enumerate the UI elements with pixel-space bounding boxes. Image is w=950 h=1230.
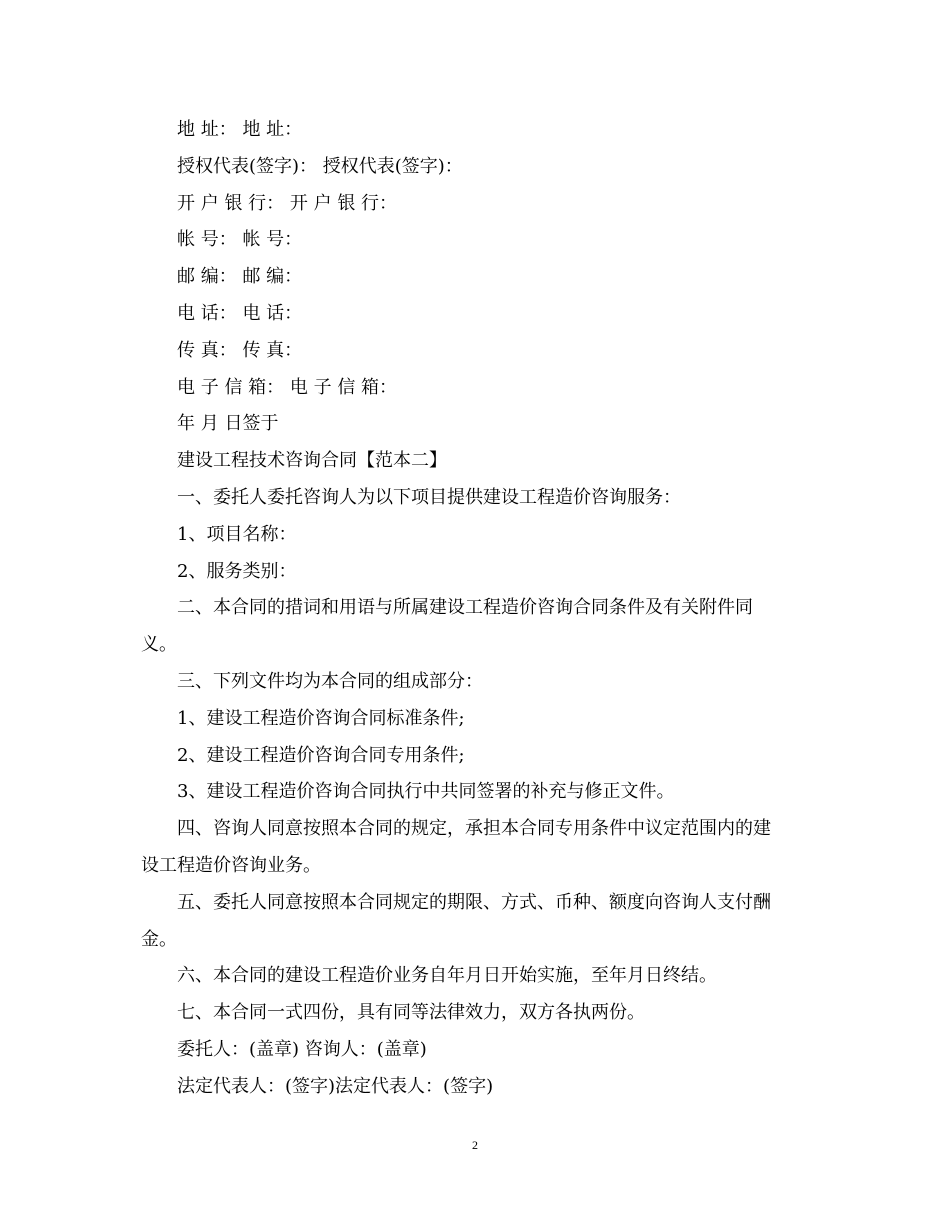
text-line: 帐 号： 帐 号： bbox=[177, 229, 303, 251]
section-title: 建设工程技术咨询合同【范本二】 bbox=[177, 450, 447, 472]
text-line: 地 址： 地 址： bbox=[177, 119, 303, 140]
text-line: 电 子 信 箱： 电 子 信 箱： bbox=[177, 376, 398, 398]
text-line: 邮 编： 邮 编： bbox=[177, 266, 303, 288]
text-line: 三、下列文件均为本合同的组成部分： bbox=[177, 670, 483, 692]
text-line: 传 真： 传 真： bbox=[177, 339, 303, 361]
page-number: 2 bbox=[472, 1138, 478, 1152]
text-line: 2、建设工程造价咨询合同专用条件; bbox=[177, 744, 465, 766]
text-line: 义。 bbox=[141, 634, 177, 656]
text-line: 2、服务类别： bbox=[177, 560, 297, 582]
text-line: 设工程造价咨询业务。 bbox=[141, 854, 321, 876]
text-line: 金。 bbox=[141, 928, 177, 950]
text-line: 六、本合同的建设工程造价业务自年月日开始实施，至年月日终结。 bbox=[177, 965, 717, 987]
text-line: 开 户 银 行： 开 户 银 行： bbox=[177, 192, 398, 214]
text-line: 委托人：(盖章) 咨询人：(盖章) bbox=[177, 1038, 427, 1060]
text-line: 二、本合同的措词和用语与所属建设工程造价咨询合同条件及有关附件同 bbox=[177, 597, 753, 619]
text-line: 授权代表(签字)： 授权代表(签字)： bbox=[177, 155, 463, 177]
text-line: 七、本合同一式四份，具有同等法律效力，双方各执两份。 bbox=[177, 1002, 645, 1024]
text-line: 年 月 日签于 bbox=[177, 413, 279, 435]
text-line: 四、咨询人同意按照本合同的规定，承担本合同专用条件中议定范围内的建 bbox=[177, 818, 771, 840]
text-line: 3、建设工程造价咨询合同执行中共同签署的补充与修正文件。 bbox=[177, 781, 675, 803]
text-line: 1、建设工程造价咨询合同标准条件; bbox=[177, 707, 465, 729]
document-body bbox=[141, 112, 807, 1106]
text-line: 1、项目名称： bbox=[177, 523, 297, 545]
text-line: 一、委托人委托咨询人为以下项目提供建设工程造价咨询服务： bbox=[177, 486, 681, 508]
text-line: 法定代表人：(签字)法定代表人：(签字) bbox=[177, 1075, 494, 1097]
text-line: 电 话： 电 话： bbox=[177, 302, 303, 324]
text-line: 五、委托人同意按照本合同规定的期限、方式、币种、额度向咨询人支付酬 bbox=[177, 891, 771, 913]
